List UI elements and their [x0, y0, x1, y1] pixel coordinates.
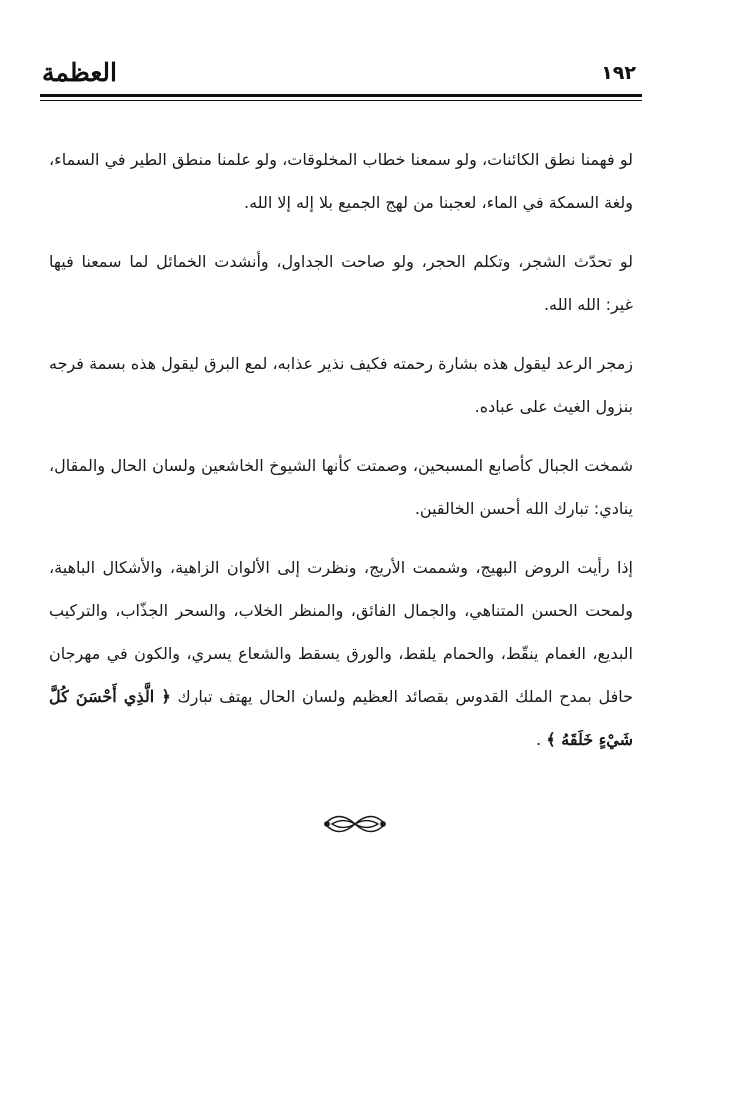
paragraph-5-end: .	[536, 730, 542, 749]
paragraph-5-text: إذا رأيت الروض البهيج، وشممت الأريج، ونظرت إلى الألوان الزاهية، والأشكال الباهية، ولمحت الحسن المتناهي، والجمال الفائق، والمنظر الخلاب، والسحر الجذّاب، والتركيب البديع، الغمام ينقّط، والحمام يلقط، والورق يسقط والشعاع يسري، والكون في مهرجان حافل بمدح الملك القدوس بقصائد العظيم ولسان الحال يهتف تبارك	[49, 558, 633, 706]
chapter-title: العظمة	[42, 58, 117, 87]
paragraph-2: لو تحدّث الشجر، وتكلم الحجر، ولو صاحت الجداول، وأنشدت الخمائل لما سمعنا فيها غير: الله الله.	[49, 252, 633, 314]
body-text	[49, 138, 633, 777]
paragraph-4: شمخت الجبال كأصابع المسبحين، وصمتت كأنها الشيوخ الخاشعين ولسان الحال والمقال، ينادي: تبارك الله أحسن الخالقين.	[49, 456, 633, 518]
page-header	[40, 52, 642, 96]
header-rule-thick	[40, 94, 642, 97]
quran-quote: ﴿ الَّذِي أَحْسَنَ كُلَّ شَيْءٍ خَلَقَهُ ﴾	[49, 687, 633, 749]
flourish-ornament-icon	[322, 810, 388, 838]
header-rule-thin	[40, 100, 642, 101]
page-number: ١٩٢	[601, 62, 636, 84]
paragraph-5	[49, 546, 633, 761]
paragraph-3: زمجر الرعد ليقول هذه بشارة رحمته فكيف نذير عذابه، لمع البرق ليقول هذه بسمة فرجه بنزول الغيث على عباده.	[49, 354, 633, 416]
paragraph-1: لو فهمنا نطق الكائنات، ولو سمعنا خطاب المخلوقات، ولو علمنا منطق الطير في السماء، ولغة السمكة في الماء، لعجبنا من لهج الجميع بلا إله إلا الله.	[49, 150, 633, 212]
